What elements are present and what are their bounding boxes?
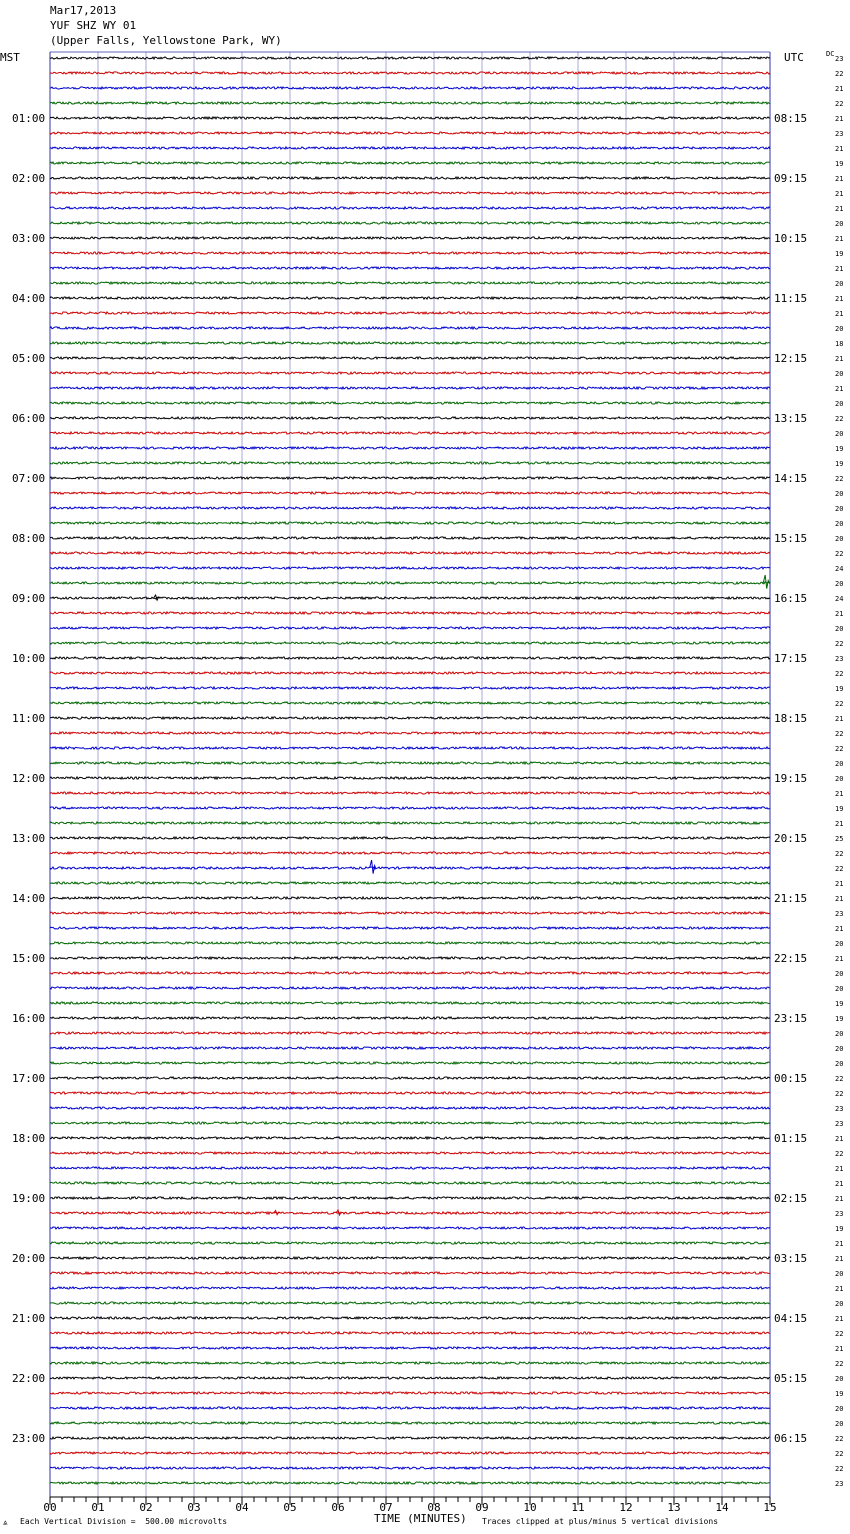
mst-hour-label: 01:00	[12, 112, 46, 125]
dc-offset-label: 19	[835, 160, 844, 168]
seismic-trace	[50, 1362, 770, 1364]
dc-offset-label: 21	[835, 1195, 844, 1203]
dc-offset-label: 21	[835, 1255, 844, 1263]
dc-offset-label: 22	[835, 1330, 844, 1338]
seismic-trace	[50, 1137, 770, 1139]
seismic-trace	[50, 612, 770, 614]
mst-hour-labels	[12, 112, 45, 1445]
dc-offset-label: 22	[835, 1435, 844, 1443]
dc-offset-label: 19	[835, 805, 844, 813]
seismic-trace	[50, 282, 770, 284]
seismic-trace	[50, 792, 770, 794]
dc-offset-label: 19	[835, 1390, 844, 1398]
mst-hour-label: 18:00	[12, 1132, 46, 1145]
dc-offset-label: 20	[835, 1300, 844, 1308]
dc-offset-label: 22	[835, 1450, 844, 1458]
x-tick-label: 01	[91, 1501, 105, 1514]
seismic-trace	[50, 1182, 770, 1184]
seismic-trace	[50, 252, 770, 254]
seismic-trace	[50, 627, 770, 629]
dc-offset-label: 21	[835, 235, 844, 243]
dc-offset-label: 20	[835, 985, 844, 993]
dc-offset-label: 20	[835, 400, 844, 408]
dc-offset-label: 20	[835, 220, 844, 228]
mst-hour-label: 11:00	[12, 712, 46, 725]
mst-hour-label: 20:00	[12, 1252, 46, 1265]
seismic-trace	[50, 417, 770, 419]
utc-hour-label: 15:15	[774, 532, 808, 545]
dc-offset-label: 19	[835, 1015, 844, 1023]
seismic-trace	[50, 1257, 770, 1259]
seismic-trace	[50, 1482, 770, 1484]
seismic-trace	[50, 162, 770, 164]
seismic-trace	[50, 807, 770, 809]
utc-hour-label: 06:15	[774, 1432, 808, 1445]
seismic-trace	[50, 132, 770, 134]
seismic-trace	[50, 1242, 770, 1244]
x-tick-label: 07	[379, 1501, 393, 1514]
dc-offset-label: 25	[835, 835, 844, 843]
dc-offset-label: 20	[835, 625, 844, 633]
seismic-trace	[50, 1287, 770, 1289]
seismic-trace	[50, 192, 770, 194]
dc-offset-label: 20	[835, 970, 844, 978]
x-tick-label: 04	[235, 1501, 249, 1514]
utc-hour-label: 11:15	[774, 292, 808, 305]
mst-hour-label: 07:00	[12, 472, 46, 485]
seismic-trace	[50, 537, 770, 539]
mst-hour-label: 14:00	[12, 892, 46, 905]
dc-offset-label: 22	[835, 730, 844, 738]
utc-hour-label: 22:15	[774, 952, 808, 965]
seismic-trace	[50, 957, 770, 959]
dc-offset-label: 20	[835, 1405, 844, 1413]
seismic-trace	[50, 477, 770, 479]
seismic-trace	[50, 672, 770, 674]
dc-offset-label: 22	[835, 1465, 844, 1473]
x-tick-label: 11	[571, 1501, 585, 1514]
dc-offset-label: 20	[835, 580, 844, 588]
dc-offset-label: 20	[835, 370, 844, 378]
mst-hour-label: 16:00	[12, 1012, 46, 1025]
x-tick-label: 05	[283, 1501, 297, 1514]
seismic-trace	[50, 1332, 770, 1334]
dc-offset-label: 20	[835, 940, 844, 948]
x-tick-label: 12	[619, 1501, 633, 1514]
dc-offset-label: 20	[835, 1045, 844, 1053]
seismic-trace	[50, 117, 770, 119]
plot-date: Mar17,2013	[50, 4, 117, 17]
seismic-traces	[50, 57, 770, 1484]
seismic-trace	[50, 942, 770, 944]
utc-hour-label: 12:15	[774, 352, 808, 365]
seismic-trace	[50, 402, 770, 404]
mst-hour-label: 03:00	[12, 232, 46, 245]
seismic-trace	[50, 777, 770, 779]
dc-offset-label: 19	[835, 1000, 844, 1008]
dc-offset-label: 21	[835, 295, 844, 303]
seismic-trace	[50, 717, 770, 719]
dc-offset-label: 22	[835, 475, 844, 483]
seismic-trace	[50, 852, 770, 854]
seismic-trace	[50, 762, 770, 764]
dc-offset-label: 21	[835, 1345, 844, 1353]
x-tick-label: 15	[763, 1501, 777, 1514]
dc-offset-label: 23	[835, 910, 844, 918]
seismic-trace	[50, 327, 770, 329]
seismic-trace	[50, 387, 770, 389]
utc-hour-label: 14:15	[774, 472, 808, 485]
x-tick-label: 14	[715, 1501, 729, 1514]
seismic-trace	[50, 747, 770, 749]
seismic-trace	[50, 1347, 770, 1349]
seismic-trace	[50, 1272, 770, 1274]
dc-offset-label: 23	[835, 1120, 844, 1128]
dc-offset-label: 21	[835, 1285, 844, 1293]
x-tick-label: 02	[139, 1501, 153, 1514]
mst-hour-label: 06:00	[12, 412, 46, 425]
dc-offset-label: 21	[835, 310, 844, 318]
dc-offset-label: 20	[835, 1420, 844, 1428]
seismic-trace	[50, 297, 770, 299]
mst-hour-label: 02:00	[12, 172, 46, 185]
dc-offset-label: 21	[835, 190, 844, 198]
seismic-trace	[50, 1467, 770, 1469]
dc-offset-label: 21	[835, 610, 844, 618]
seismic-trace	[50, 927, 770, 929]
left-timezone-label: MST	[0, 51, 20, 64]
dc-offset-label: 23	[835, 655, 844, 663]
dc-offset-label: 22	[835, 640, 844, 648]
seismic-trace	[50, 72, 770, 74]
station-location: (Upper Falls, Yellowstone Park, WY)	[50, 34, 282, 47]
utc-hour-label: 16:15	[774, 592, 808, 605]
utc-hour-label: 09:15	[774, 172, 808, 185]
dc-offset-label: 18	[835, 340, 844, 348]
dc-offset-label: 24	[835, 565, 844, 573]
seismic-trace	[50, 1317, 770, 1319]
utc-hour-label: 02:15	[774, 1192, 808, 1205]
dc-offset-label: 23	[835, 55, 844, 63]
seismic-trace	[50, 222, 770, 224]
seismic-trace	[50, 1452, 770, 1454]
seismic-trace	[50, 57, 770, 59]
dc-offset-labels	[835, 55, 843, 1488]
seismic-trace	[50, 1062, 770, 1064]
seismic-trace	[50, 822, 770, 824]
dc-offset-label: 20	[835, 535, 844, 543]
dc-offset-label: 20	[835, 505, 844, 513]
dc-header-label: DC	[826, 50, 835, 58]
dc-offset-label: 22	[835, 745, 844, 753]
dc-offset-label: 21	[835, 880, 844, 888]
seismic-trace	[50, 507, 770, 509]
dc-offset-label: 20	[835, 430, 844, 438]
mst-hour-label: 17:00	[12, 1072, 46, 1085]
dc-offset-label: 22	[835, 1360, 844, 1368]
dc-offset-label: 21	[835, 265, 844, 273]
seismic-trace	[50, 1210, 770, 1215]
seismic-trace	[50, 267, 770, 269]
seismic-trace	[50, 1167, 770, 1169]
utc-hour-labels	[774, 112, 807, 1445]
dc-offset-label: 22	[835, 700, 844, 708]
x-tick-label: 09	[475, 1501, 489, 1514]
dc-offset-label: 19	[835, 1225, 844, 1233]
dc-offset-label: 23	[835, 130, 844, 138]
dc-offset-label: 23	[835, 1105, 844, 1113]
dc-offset-label: 20	[835, 280, 844, 288]
mst-hour-label: 10:00	[12, 652, 46, 665]
dc-offset-label: 24	[835, 595, 844, 603]
seismic-trace	[50, 897, 770, 899]
seismic-trace	[50, 1437, 770, 1439]
station-code: YUF SHZ WY 01	[50, 19, 137, 32]
dc-offset-label: 20	[835, 1270, 844, 1278]
dc-offset-label: 22	[835, 1090, 844, 1098]
seismic-trace	[50, 522, 770, 524]
dc-offset-label: 22	[835, 850, 844, 858]
utc-hour-label: 20:15	[774, 832, 808, 845]
seismic-trace	[50, 237, 770, 239]
seismic-trace	[50, 1407, 770, 1409]
x-tick-label: 10	[523, 1501, 537, 1514]
mst-hour-label: 15:00	[12, 952, 46, 965]
seismic-trace	[50, 1077, 770, 1079]
dc-offset-label: 20	[835, 520, 844, 528]
utc-hour-label: 18:15	[774, 712, 808, 725]
dc-offset-label: 21	[835, 355, 844, 363]
seismic-trace	[50, 492, 770, 494]
dc-offset-label: 21	[835, 895, 844, 903]
mst-hour-label: 21:00	[12, 1312, 46, 1325]
seismic-trace	[50, 1032, 770, 1034]
mst-hour-label: 19:00	[12, 1192, 46, 1205]
seismic-trace	[50, 342, 770, 344]
dc-offset-label: 21	[835, 955, 844, 963]
dc-offset-label: 19	[835, 250, 844, 258]
seismic-trace	[50, 1422, 770, 1424]
clip-note: Traces clipped at plus/minus 5 vertical divisions	[482, 1517, 719, 1526]
seismic-trace	[50, 687, 770, 689]
dc-offset-label: 20	[835, 1375, 844, 1383]
seismic-trace	[50, 1092, 770, 1094]
dc-offset-label: 22	[835, 670, 844, 678]
dc-offset-label: 21	[835, 1240, 844, 1248]
seismic-trace	[50, 1377, 770, 1379]
dc-offset-label: 21	[835, 1315, 844, 1323]
seismic-trace	[50, 177, 770, 179]
dc-offset-label: 21	[835, 1180, 844, 1188]
mst-hour-label: 13:00	[12, 832, 46, 845]
utc-hour-label: 04:15	[774, 1312, 808, 1325]
seismic-trace	[50, 147, 770, 149]
dc-offset-label: 21	[835, 85, 844, 93]
scale-note: Each Vertical Division = 500.00 microvolts	[20, 1517, 228, 1526]
seismic-trace	[50, 432, 770, 434]
seismic-trace	[50, 1227, 770, 1229]
seismic-trace	[50, 207, 770, 209]
dc-offset-label: 19	[835, 685, 844, 693]
seismic-trace	[50, 972, 770, 974]
seismic-trace	[50, 357, 770, 359]
seismic-trace	[50, 1392, 770, 1394]
dc-offset-label: 23	[835, 1210, 844, 1218]
seismic-trace	[50, 1002, 770, 1004]
dc-offset-label: 20	[835, 1030, 844, 1038]
utc-hour-label: 19:15	[774, 772, 808, 785]
seismic-trace	[50, 595, 770, 600]
mst-hour-label: 23:00	[12, 1432, 46, 1445]
x-tick-label: 13	[667, 1501, 681, 1514]
utc-hour-label: 13:15	[774, 412, 808, 425]
seismic-trace	[50, 657, 770, 659]
mst-hour-label: 09:00	[12, 592, 46, 605]
utc-hour-label: 03:15	[774, 1252, 808, 1265]
dc-offset-label: 22	[835, 865, 844, 873]
utc-hour-label: 17:15	[774, 652, 808, 665]
seismic-trace	[50, 102, 770, 104]
x-tick-label: 06	[331, 1501, 345, 1514]
utc-hour-label: 01:15	[774, 1132, 808, 1145]
dc-offset-label: 21	[835, 1135, 844, 1143]
mst-hour-label: 05:00	[12, 352, 46, 365]
seismic-trace	[50, 462, 770, 464]
dc-offset-label: 22	[835, 70, 844, 78]
dc-offset-label: 21	[835, 385, 844, 393]
dc-offset-label: 21	[835, 925, 844, 933]
dc-offset-label: 20	[835, 775, 844, 783]
seismic-trace	[50, 1197, 770, 1199]
seismic-trace	[50, 1152, 770, 1154]
dc-offset-label: 21	[835, 175, 844, 183]
seismic-trace	[50, 882, 770, 884]
dc-offset-label: 19	[835, 445, 844, 453]
seismic-trace	[50, 1017, 770, 1019]
utc-hour-label: 10:15	[774, 232, 808, 245]
dc-offset-label: 20	[835, 490, 844, 498]
mst-hour-label: 04:00	[12, 292, 46, 305]
x-tick-label: 03	[187, 1501, 201, 1514]
dc-offset-label: 20	[835, 1060, 844, 1068]
dc-offset-label: 22	[835, 415, 844, 423]
utc-hour-label: 23:15	[774, 1012, 808, 1025]
seismic-trace	[50, 87, 770, 89]
seismic-trace	[50, 912, 770, 914]
utc-hour-label: 08:15	[774, 112, 808, 125]
seismic-trace	[50, 702, 770, 704]
dc-offset-label: 22	[835, 100, 844, 108]
mst-hour-label: 12:00	[12, 772, 46, 785]
seismic-trace	[50, 1107, 770, 1109]
dc-offset-label: 21	[835, 820, 844, 828]
seismic-trace	[50, 312, 770, 314]
utc-hour-label: 00:15	[774, 1072, 808, 1085]
mst-hour-label: 22:00	[12, 1372, 46, 1385]
seismic-trace	[50, 642, 770, 644]
x-axis-label: TIME (MINUTES)	[374, 1512, 467, 1525]
seismic-trace	[50, 860, 770, 874]
utc-hour-label: 21:15	[774, 892, 808, 905]
seismic-trace	[50, 837, 770, 839]
dc-offset-label: 19	[835, 460, 844, 468]
dc-offset-label: 21	[835, 115, 844, 123]
dc-offset-label: 21	[835, 145, 844, 153]
dc-offset-label: 23	[835, 1480, 844, 1488]
right-timezone-label: UTC	[784, 51, 804, 64]
dc-offset-label: 21	[835, 790, 844, 798]
seismic-trace	[50, 447, 770, 449]
seismic-trace	[50, 987, 770, 989]
dc-offset-label: 22	[835, 550, 844, 558]
dc-offset-label: 21	[835, 205, 844, 213]
seismic-trace	[50, 1302, 770, 1304]
dc-offset-label: 20	[835, 325, 844, 333]
dc-offset-label: 21	[835, 715, 844, 723]
logo-mark: ⩓	[3, 1518, 8, 1527]
seismic-trace	[50, 1122, 770, 1124]
x-tick-label: 08	[427, 1501, 441, 1514]
dc-offset-label: 21	[835, 1165, 844, 1173]
seismic-trace	[50, 732, 770, 734]
dc-offset-label: 20	[835, 760, 844, 768]
dc-offset-label: 22	[835, 1075, 844, 1083]
x-tick-label: 00	[43, 1501, 57, 1514]
seismic-trace	[50, 552, 770, 554]
seismic-trace	[50, 372, 770, 374]
seismic-trace	[50, 567, 770, 569]
utc-hour-label: 05:15	[774, 1372, 808, 1385]
seismic-trace	[50, 1047, 770, 1049]
mst-hour-label: 08:00	[12, 532, 46, 545]
dc-offset-label: 22	[835, 1150, 844, 1158]
seismic-trace	[50, 575, 770, 589]
